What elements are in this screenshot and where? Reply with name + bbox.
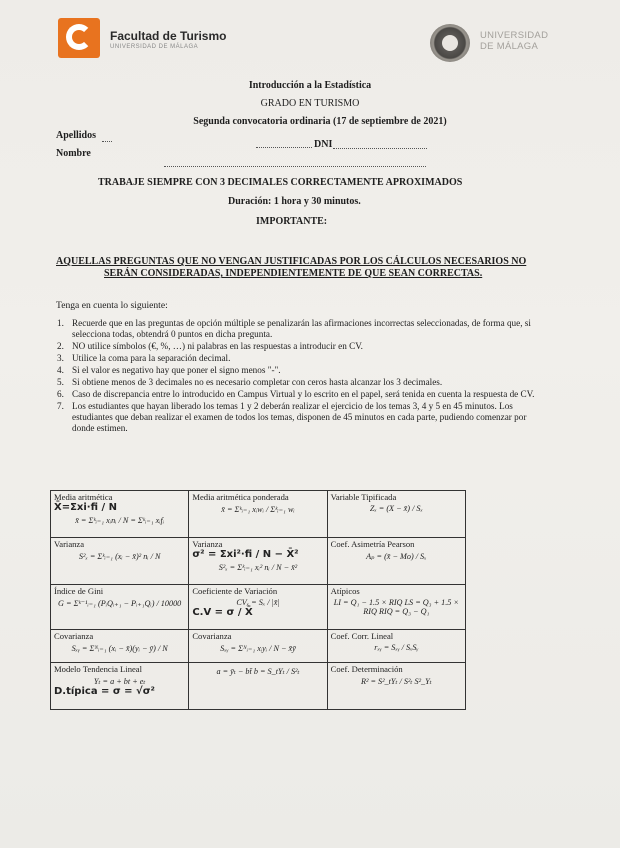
rule-item: 4. Si el valor es negativo hay que poner el signo menos "-". xyxy=(57,365,281,375)
course-title: Introducción a la Estadística xyxy=(248,80,372,91)
rule-item: 2. NO utilice símbolos (€, %, …) ni palabras en las respuestas a introducir en CV. xyxy=(57,341,363,351)
formula-cell: Coef. Determinación R² = S²_tYₜ / S²ₜ S²_Yₜ xyxy=(327,663,465,710)
formula-row xyxy=(51,663,466,710)
handwritten-note: D.típica = σ = √σ² xyxy=(54,686,155,698)
formula-cell: Coef. Corr. Lineal rₓᵧ = Sₓᵧ / SₓSᵧ xyxy=(327,630,465,663)
duration: Duración: 1 hora y 30 minutos. xyxy=(228,196,361,207)
formula-cell: Varianza σ² = Σxi²·fi / N − X̄² S²ₓ = Σᵏᵢ₌₁ xᵢ² nᵢ / N − x̄² xyxy=(189,537,327,584)
name-label: Nombre xyxy=(56,148,91,159)
faculty-title: Facultad de Turismo xyxy=(110,29,227,43)
surname-label: Apellidos xyxy=(56,130,97,141)
formula-cell: Media aritmética X̄=Σxi·fi / N x̄ = Σᵏᵢ₌₁ xᵢnᵢ / N = Σᵏᵢ₌₁ xᵢfᵢ xyxy=(51,491,189,538)
name-field-line[interactable] xyxy=(164,166,426,167)
handwritten-note: X̄=Σxi·fi / N xyxy=(54,502,117,513)
formula-cell: Covarianza Sₓᵧ = Σᴺᵢ₌₁ (xᵢ − x̄)(yᵢ − ȳ) / N xyxy=(51,630,189,663)
formula-cell: Variable Tipificada Zₓ = (X − x̄) / Sₓ xyxy=(327,491,465,538)
formula-cell: Modelo Tendencia Lineal Yₜ = a + bt + eₜ D.típica = σ = √σ² xyxy=(51,663,189,710)
degree-title: GRADO EN TURISMO xyxy=(260,98,360,109)
dni-label: DNI xyxy=(314,139,333,150)
handwritten-note: C.V = σ / X̄ xyxy=(192,606,253,618)
university-seal-icon xyxy=(430,24,470,62)
rule-item: 5. Si obtiene menos de 3 decimales no es necesario completar con ceros hasta alcanzar los 3 decimales. xyxy=(57,377,443,387)
rules-list xyxy=(57,318,537,435)
faculty-logo-icon xyxy=(58,18,100,58)
formula-cell: Media aritmética ponderada x̄ = Σᵏᵢ₌₁ xᵢwᵢ / Σᵏᵢ₌₁ wᵢ xyxy=(189,491,327,538)
formula-cell: Atípicos LI = Q₁ − 1.5 × RIQ LS = Q₃ + 1.5 × RIQ RIQ = Q₃ − Q₁ xyxy=(327,584,465,630)
formula-row xyxy=(51,491,466,538)
rule-item: 3. Utilice la coma para la separación decimal. xyxy=(57,353,231,363)
formula-row xyxy=(51,584,466,630)
formula-cell: a = ȳₜ − bt̄ b = S_tYₜ / S²ₜ xyxy=(189,663,327,710)
formula-row xyxy=(51,537,466,584)
rule-item: 1. Recuerde que en las preguntas de opción múltiple se penalizarán las afirmaciones incorrectas seleccionadas, de forma que, si selecciona todas, obtendrá 0 puntos en dicha pregunta. xyxy=(57,318,531,339)
handwritten-note: σ² = Σxi²·fi / N − X̄² xyxy=(192,548,299,560)
session-title: Segunda convocatoria ordinaria (17 de septiembre de 2021) xyxy=(193,116,447,127)
important-heading: IMPORTANTE: xyxy=(256,216,328,227)
rule-item: 6. Caso de discrepancia entre lo introducido en Campus Virtual y lo escrito en el papel, será tenida en cuenta la respuesta de CV. xyxy=(57,389,535,399)
warning-line-2: SERÁN CONSIDERADAS, INDEPENDIENTEMENTE DE QUE SEAN CORRECTAS. xyxy=(104,268,483,279)
dni-field-line[interactable] xyxy=(333,148,427,149)
surname-field-line[interactable] xyxy=(256,147,312,148)
surname-line[interactable] xyxy=(102,141,112,142)
formula-cell: Índice de Gini G = Σᵏ⁻¹ᵢ₌₁ (PᵢQᵢ₊₁ − Pᵢ₊₁Qᵢ) / 10000 xyxy=(51,584,189,630)
rule-item: 7. Los estudiantes que hayan liberado los temas 1 y 2 deberán realizar el ejercicio de los temas 3, 4 y 5 en 45 minutos. Los estudiantes que deban realizar el examen de todos los temas, disponen de 45 minutos en cada parte, pudiendo comenzar por donde estimen. xyxy=(57,401,527,433)
formula-cell: Coef. Asimetría Pearson Aₚ = (x̄ − Mo) / Sₓ xyxy=(327,537,465,584)
formula-table xyxy=(50,490,466,710)
university-name: UNIVERSIDAD DE MÁLAGA xyxy=(480,30,549,52)
decimals-note: TRABAJE SIEMPRE CON 3 DECIMALES CORRECTAMENTE APROXIMADOS xyxy=(98,177,463,188)
warning-line-1: AQUELLAS PREGUNTAS QUE NO VENGAN JUSTIFICADAS POR LOS CÁLCULOS NECESARIOS NO xyxy=(56,256,527,267)
intro-text: Tenga en cuenta lo siguiente: xyxy=(56,300,168,311)
faculty-subtitle: UNIVERSIDAD DE MÁLAGA xyxy=(110,44,199,50)
formula-cell: Covarianza Sₓᵧ = Σᴺᵢ₌₁ xᵢyᵢ / N − x̄ȳ xyxy=(189,630,327,663)
formula-row xyxy=(51,630,466,663)
formula-cell: Varianza S²ₓ = Σᵏᵢ₌₁ (xᵢ − x̄)² nᵢ / N xyxy=(51,537,189,584)
formula-cell: Coeficiente de Variación CVₓ = Sₓ / |x̄| C.V = σ / X̄ xyxy=(189,584,327,630)
